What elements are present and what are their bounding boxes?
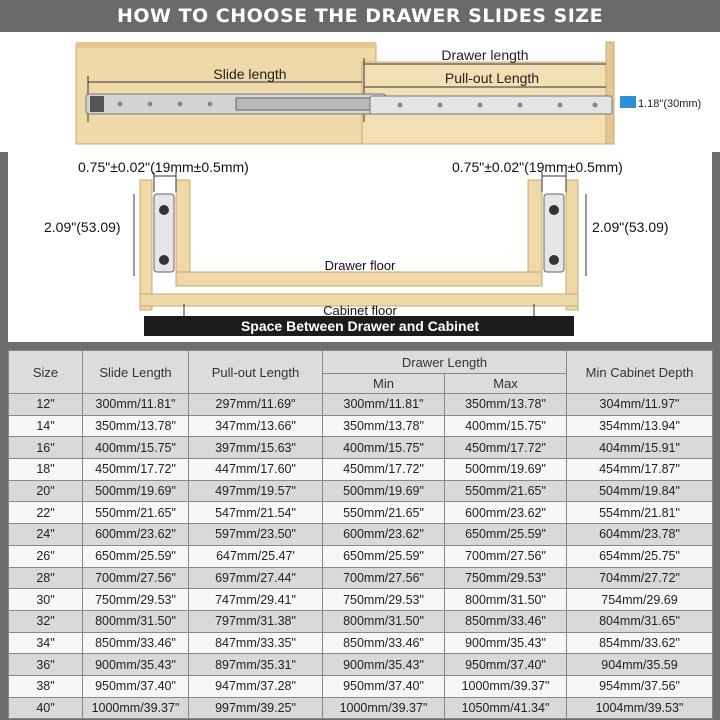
drawer-min-cell: 900mm/35.43" bbox=[323, 654, 445, 676]
right-drawer-wall bbox=[528, 180, 542, 284]
drawer-max-header: Max bbox=[445, 374, 567, 394]
min-cabinet-depth-cell: 554mm/21.81" bbox=[567, 502, 713, 524]
slide-length-cell: 1000mm/39.37" bbox=[83, 697, 189, 719]
slide-length-header: Slide Length bbox=[83, 351, 189, 394]
drawer-max-cell: 850mm/33.46" bbox=[445, 610, 567, 632]
table-row bbox=[9, 480, 713, 502]
rail-hole bbox=[518, 103, 523, 108]
right-height-label: 2.09"(53.09) bbox=[592, 219, 669, 235]
left-cabinet-wall bbox=[140, 180, 152, 310]
left-slide-ball bbox=[159, 255, 169, 265]
min-cabinet-depth-cell: 354mm/13.94" bbox=[567, 415, 713, 437]
rail-hole bbox=[398, 103, 403, 108]
drawer-max-cell: 350mm/13.78" bbox=[445, 394, 567, 416]
size-table-container bbox=[8, 350, 712, 716]
drawer-max-cell: 950mm/37.40" bbox=[445, 654, 567, 676]
drawer-length-header: Drawer Length bbox=[323, 351, 567, 374]
slide-length-diagram bbox=[0, 32, 720, 152]
drawer-min-cell: 400mm/15.75" bbox=[323, 437, 445, 459]
pullout-length-cell: 597mm/23.50" bbox=[189, 524, 323, 546]
table-row bbox=[9, 697, 713, 719]
min-cabinet-depth-cell: 1004mm/39.53" bbox=[567, 697, 713, 719]
drawer-min-cell: 850mm/33.46" bbox=[323, 632, 445, 654]
pullout-length-cell: 847mm/33.35" bbox=[189, 632, 323, 654]
pullout-length-cell: 747mm/29.41" bbox=[189, 589, 323, 611]
table-row bbox=[9, 632, 713, 654]
slide-length-cell: 900mm/35.43" bbox=[83, 654, 189, 676]
drawer-min-cell: 500mm/19.69" bbox=[323, 480, 445, 502]
table-row bbox=[9, 524, 713, 546]
middle-rail bbox=[236, 98, 376, 110]
pullout-length-cell: 997mm/39.25" bbox=[189, 697, 323, 719]
right-slide-ball bbox=[549, 255, 559, 265]
size-cell: 34" bbox=[9, 632, 83, 654]
rail-bracket bbox=[90, 96, 104, 112]
rail-hole bbox=[178, 102, 183, 107]
rail-hole bbox=[438, 103, 443, 108]
min-cabinet-depth-cell: 454mm/17.87" bbox=[567, 459, 713, 481]
size-cell: 12" bbox=[9, 394, 83, 416]
pullout-length-cell: 947mm/37.28" bbox=[189, 675, 323, 697]
size-cell: 20" bbox=[9, 480, 83, 502]
size-cell: 28" bbox=[9, 567, 83, 589]
min-cabinet-depth-cell: 304mm/11.97" bbox=[567, 394, 713, 416]
pullout-length-cell: 447mm/17.60" bbox=[189, 459, 323, 481]
drawer-max-cell: 650mm/25.59" bbox=[445, 524, 567, 546]
drawer-max-cell: 1050mm/41.34" bbox=[445, 697, 567, 719]
rail-hole bbox=[593, 103, 598, 108]
table-row bbox=[9, 415, 713, 437]
cabinet-top-edge bbox=[76, 42, 376, 48]
min-cabinet-depth-cell: 954mm/37.56" bbox=[567, 675, 713, 697]
size-cell: 30" bbox=[9, 589, 83, 611]
left-gap-label: 0.75"±0.02"(19mm±0.5mm) bbox=[78, 159, 249, 175]
slide-length-cell: 650mm/25.59" bbox=[83, 545, 189, 567]
slide-length-cell: 750mm/29.53" bbox=[83, 589, 189, 611]
size-cell: 18" bbox=[9, 459, 83, 481]
table-row bbox=[9, 394, 713, 416]
slide-length-cell: 450mm/17.72" bbox=[83, 459, 189, 481]
slide-length-diagram-svg bbox=[0, 32, 720, 152]
pullout-length-cell: 347mm/13.66" bbox=[189, 415, 323, 437]
rail-hole bbox=[148, 102, 153, 107]
drawer-min-cell: 950mm/37.40" bbox=[323, 675, 445, 697]
drawer-max-cell: 450mm/17.72" bbox=[445, 437, 567, 459]
drawer-min-cell: 350mm/13.78" bbox=[323, 415, 445, 437]
offset-label: 1.18"(30mm) bbox=[638, 98, 702, 110]
slide-length-cell: 800mm/31.50" bbox=[83, 610, 189, 632]
min-cabinet-depth-header: Min Cabinet Depth bbox=[567, 351, 713, 394]
drawer-min-cell: 450mm/17.72" bbox=[323, 459, 445, 481]
slide-length-cell: 300mm/11.81" bbox=[83, 394, 189, 416]
drawer-min-cell: 700mm/27.56" bbox=[323, 567, 445, 589]
size-cell: 22" bbox=[9, 502, 83, 524]
size-cell: 26" bbox=[9, 545, 83, 567]
right-cabinet-wall bbox=[566, 180, 578, 310]
size-header: Size bbox=[9, 351, 83, 394]
pullout-length-cell: 897mm/35.31" bbox=[189, 654, 323, 676]
drawer-max-cell: 550mm/21.65" bbox=[445, 480, 567, 502]
drawer-min-cell: 650mm/25.59" bbox=[323, 545, 445, 567]
min-cabinet-depth-cell: 604mm/23.78" bbox=[567, 524, 713, 546]
pullout-length-cell: 547mm/21.54" bbox=[189, 502, 323, 524]
rail-hole bbox=[118, 102, 123, 107]
pullout-length-cell: 797mm/31.38" bbox=[189, 610, 323, 632]
pullout-length-label: Pull-out Length bbox=[444, 70, 540, 86]
page-title: HOW TO CHOOSE THE DRAWER SLIDES SIZE bbox=[0, 0, 720, 32]
rail-hole bbox=[558, 103, 563, 108]
drawer-max-cell: 900mm/35.43" bbox=[445, 632, 567, 654]
rail-hole bbox=[208, 102, 213, 107]
slide-length-label: Slide length bbox=[213, 66, 287, 82]
min-cabinet-depth-cell: 754mm/29.69 bbox=[567, 589, 713, 611]
drawer-front-panel bbox=[606, 42, 614, 144]
size-cell: 14" bbox=[9, 415, 83, 437]
min-cabinet-depth-cell: 504mm/19.84" bbox=[567, 480, 713, 502]
rail-hole bbox=[478, 103, 483, 108]
drawer-max-cell: 800mm/31.50" bbox=[445, 589, 567, 611]
slide-length-cell: 350mm/13.78" bbox=[83, 415, 189, 437]
slide-length-cell: 600mm/23.62" bbox=[83, 524, 189, 546]
offset-marker bbox=[620, 96, 636, 108]
size-cell: 32" bbox=[9, 610, 83, 632]
right-slide-ball bbox=[549, 205, 559, 215]
drawer-min-header: Min bbox=[323, 374, 445, 394]
drawer-min-cell: 600mm/23.62" bbox=[323, 524, 445, 546]
left-drawer-wall bbox=[176, 180, 190, 284]
slide-length-cell: 850mm/33.46" bbox=[83, 632, 189, 654]
size-table bbox=[8, 350, 713, 719]
size-cell: 40" bbox=[9, 697, 83, 719]
min-cabinet-depth-cell: 704mm/27.72" bbox=[567, 567, 713, 589]
pullout-length-header: Pull-out Length bbox=[189, 351, 323, 394]
pullout-length-cell: 397mm/15.63" bbox=[189, 437, 323, 459]
pullout-length-cell: 297mm/11.69" bbox=[189, 394, 323, 416]
drawer-length-label: Drawer length bbox=[441, 47, 529, 63]
slide-length-cell: 400mm/15.75" bbox=[83, 437, 189, 459]
drawer-min-cell: 550mm/21.65" bbox=[323, 502, 445, 524]
pullout-length-cell: 497mm/19.57" bbox=[189, 480, 323, 502]
size-cell: 38" bbox=[9, 675, 83, 697]
drawer-min-cell: 1000mm/39.37" bbox=[323, 697, 445, 719]
table-row bbox=[9, 654, 713, 676]
drawer-max-cell: 600mm/23.62" bbox=[445, 502, 567, 524]
size-cell: 36" bbox=[9, 654, 83, 676]
table-row bbox=[9, 545, 713, 567]
size-cell: 24" bbox=[9, 524, 83, 546]
drawer-min-cell: 300mm/11.81" bbox=[323, 394, 445, 416]
size-cell: 16" bbox=[9, 437, 83, 459]
min-cabinet-depth-cell: 904mm/35.59 bbox=[567, 654, 713, 676]
slide-length-cell: 950mm/37.40" bbox=[83, 675, 189, 697]
drawer-max-cell: 700mm/27.56" bbox=[445, 545, 567, 567]
slide-length-cell: 700mm/27.56" bbox=[83, 567, 189, 589]
table-row bbox=[9, 567, 713, 589]
inner-rail bbox=[370, 96, 612, 114]
drawer-max-cell: 1000mm/39.37" bbox=[445, 675, 567, 697]
min-cabinet-depth-cell: 854mm/33.62" bbox=[567, 632, 713, 654]
table-row bbox=[9, 610, 713, 632]
min-cabinet-depth-cell: 404mm/15.91" bbox=[567, 437, 713, 459]
table-row bbox=[9, 589, 713, 611]
size-table-body bbox=[9, 394, 713, 719]
table-row bbox=[9, 437, 713, 459]
pullout-length-cell: 697mm/27.44" bbox=[189, 567, 323, 589]
drawer-max-cell: 750mm/29.53" bbox=[445, 567, 567, 589]
left-height-label: 2.09"(53.09) bbox=[44, 219, 121, 235]
slide-length-cell: 500mm/19.69" bbox=[83, 480, 189, 502]
table-row bbox=[9, 459, 713, 481]
min-cabinet-depth-cell: 804mm/31.65" bbox=[567, 610, 713, 632]
table-row bbox=[9, 675, 713, 697]
drawer-floor-label: Drawer floor bbox=[324, 258, 396, 273]
drawer-min-cell: 800mm/31.50" bbox=[323, 610, 445, 632]
drawer-floor-panel bbox=[176, 272, 542, 286]
drawer-max-cell: 500mm/19.69" bbox=[445, 459, 567, 481]
drawer-max-cell: 400mm/15.75" bbox=[445, 415, 567, 437]
slide-length-cell: 550mm/21.65" bbox=[83, 502, 189, 524]
space-caption-label: Space Between Drawer and Cabinet bbox=[240, 318, 480, 334]
cross-section-diagram bbox=[8, 152, 712, 342]
drawer-min-cell: 750mm/29.53" bbox=[323, 589, 445, 611]
right-gap-label: 0.75"±0.02"(19mm±0.5mm) bbox=[452, 159, 623, 175]
pullout-length-cell: 647mm/25.47' bbox=[189, 545, 323, 567]
min-cabinet-depth-cell: 654mm/25.75" bbox=[567, 545, 713, 567]
cross-section-diagram-svg bbox=[8, 152, 712, 342]
left-slide-ball bbox=[159, 205, 169, 215]
table-row bbox=[9, 502, 713, 524]
cabinet-floor-label: Cabinet floor bbox=[323, 303, 397, 318]
